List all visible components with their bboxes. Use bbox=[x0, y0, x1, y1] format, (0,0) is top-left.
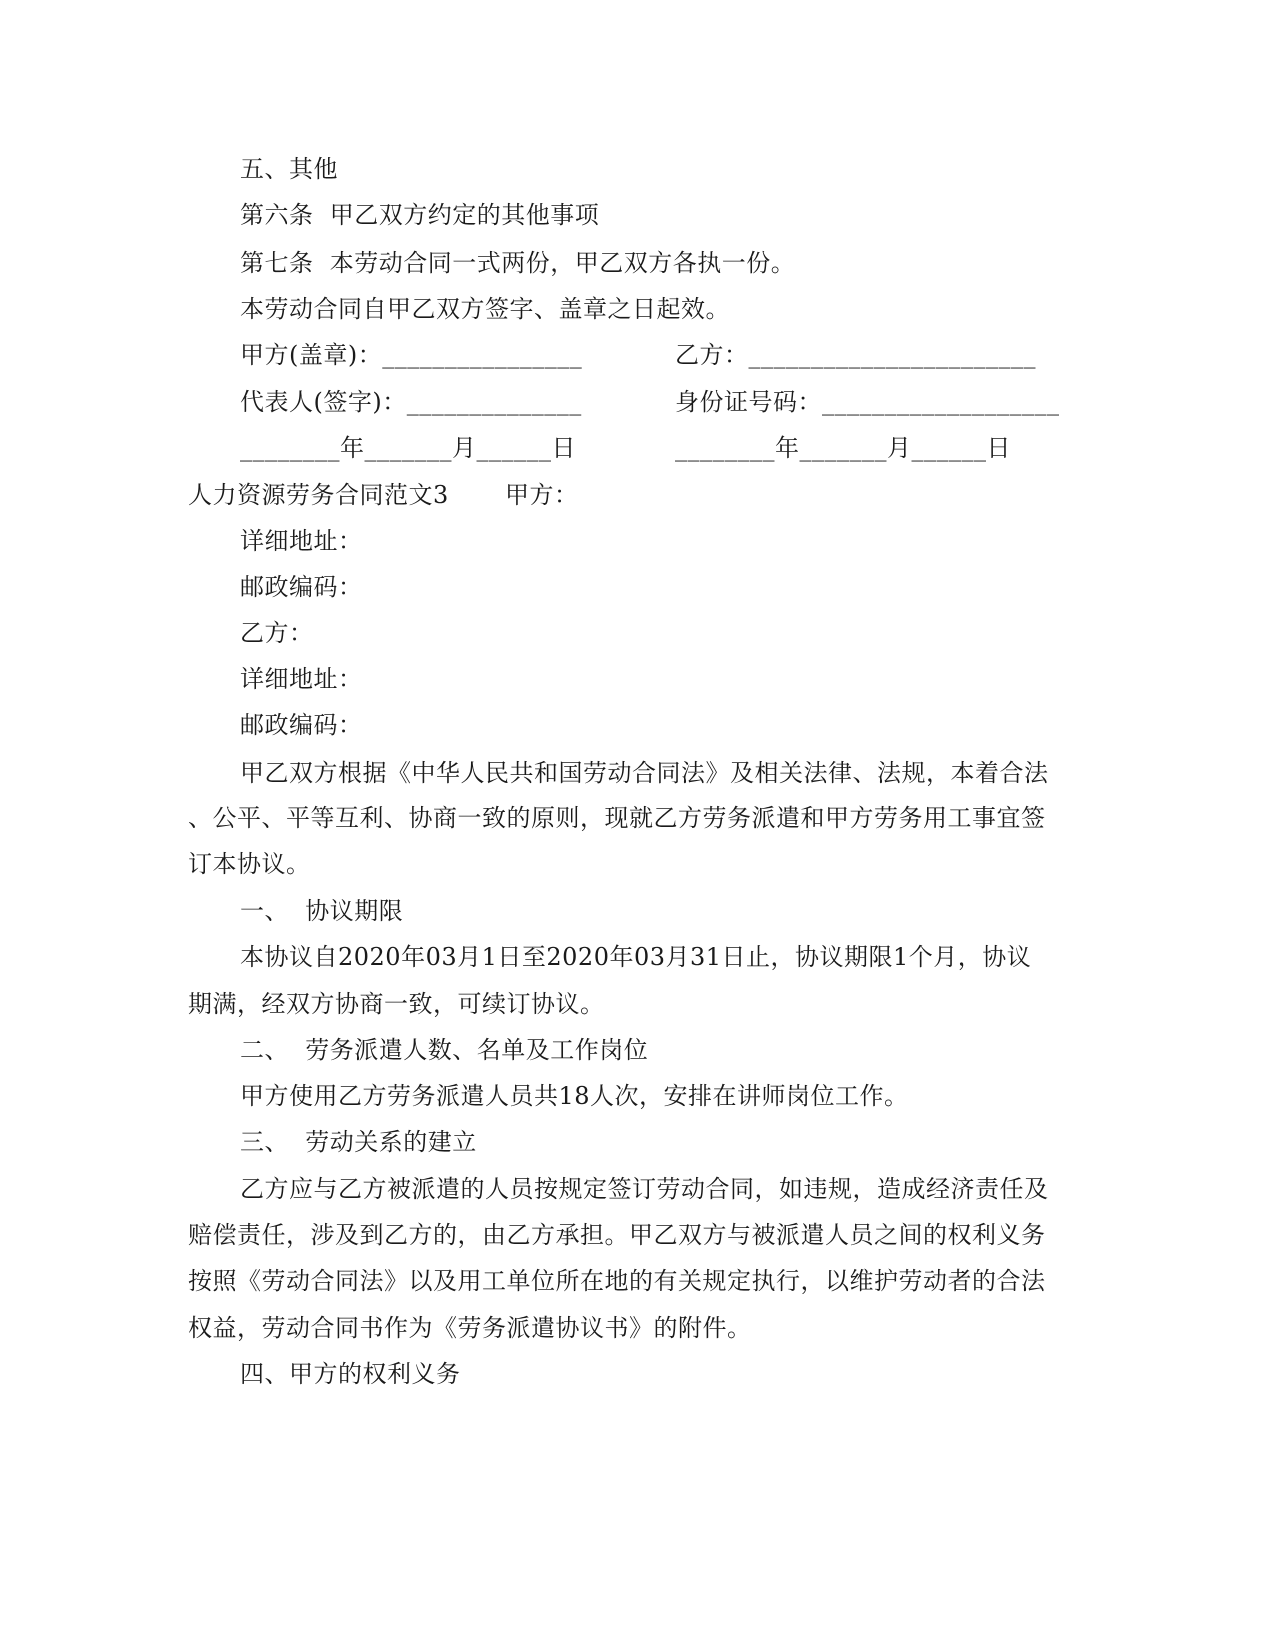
labor-relation-line-2: 赔偿责任，涉及到乙方的，由乙方承担。甲乙双方与被派遣人员之间的权利义务 bbox=[188, 1221, 1046, 1249]
heading-dispatch: 二、 劳务派遣人数、名单及工作岗位 bbox=[240, 1036, 649, 1064]
date-line-a: ________年_______月______日 bbox=[240, 434, 576, 462]
party-b-line: 乙方：_______________________ bbox=[675, 341, 1036, 369]
party-a-label: 甲方： bbox=[505, 481, 579, 509]
effective-clause: 本劳动合同自甲乙双方签字、盖章之日起效。 bbox=[240, 295, 730, 323]
section-heading-other: 五、其他 bbox=[240, 155, 338, 183]
labor-relation-line-3: 按照《劳动合同法》以及用工单位所在地的有关规定执行，以维护劳动者的合法 bbox=[188, 1267, 1046, 1295]
party-b-postcode: 邮政编码： bbox=[240, 711, 363, 739]
labor-relation-line-4: 权益，劳动合同书作为《劳务派遣协议书》的附件。 bbox=[188, 1314, 752, 1342]
term-line-1: 本协议自2020年03月1日至2020年03月31日止，协议期限1个月，协议 bbox=[240, 943, 1032, 971]
party-a-address: 详细地址： bbox=[240, 527, 363, 555]
party-a-seal-line: 甲方(盖章)：________________ bbox=[240, 341, 583, 369]
heading-term: 一、 协议期限 bbox=[240, 897, 404, 925]
contract-title: 人力资源劳务合同范文3 bbox=[188, 481, 449, 509]
party-a-postcode: 邮政编码： bbox=[240, 573, 363, 601]
preamble-line-2: 、公平、平等互利、协商一致的原则，现就乙方劳务派遣和甲方劳务用工事宜签 bbox=[188, 804, 1046, 832]
article-7: 第七条 本劳动合同一式两份，甲乙双方各执一份。 bbox=[240, 249, 796, 277]
date-line-b: ________年_______月______日 bbox=[675, 434, 1011, 462]
dispatch-text: 甲方使用乙方劳务派遣人员共18人次，安排在讲师岗位工作。 bbox=[240, 1082, 909, 1110]
labor-relation-line-1: 乙方应与乙方被派遣的人员按规定签订劳动合同，如违规，造成经济责任及 bbox=[240, 1175, 1049, 1203]
article-6: 第六条 甲乙双方约定的其他事项 bbox=[240, 201, 600, 229]
heading-labor-relation: 三、 劳动关系的建立 bbox=[240, 1128, 477, 1156]
heading-party-a-rights: 四、甲方的权利义务 bbox=[240, 1360, 461, 1388]
party-b-address: 详细地址： bbox=[240, 665, 363, 693]
preamble-line-1: 甲乙双方根据《中华人民共和国劳动合同法》及相关法律、法规，本着合法 bbox=[240, 759, 1049, 787]
preamble-line-3: 订本协议。 bbox=[188, 850, 311, 878]
term-line-2: 期满，经双方协商一致，可续订协议。 bbox=[188, 990, 605, 1018]
party-b-label: 乙方： bbox=[240, 619, 314, 647]
representative-signature-line: 代表人(签字)：______________ bbox=[240, 388, 582, 416]
id-number-line: 身份证号码：___________________ bbox=[675, 388, 1060, 416]
